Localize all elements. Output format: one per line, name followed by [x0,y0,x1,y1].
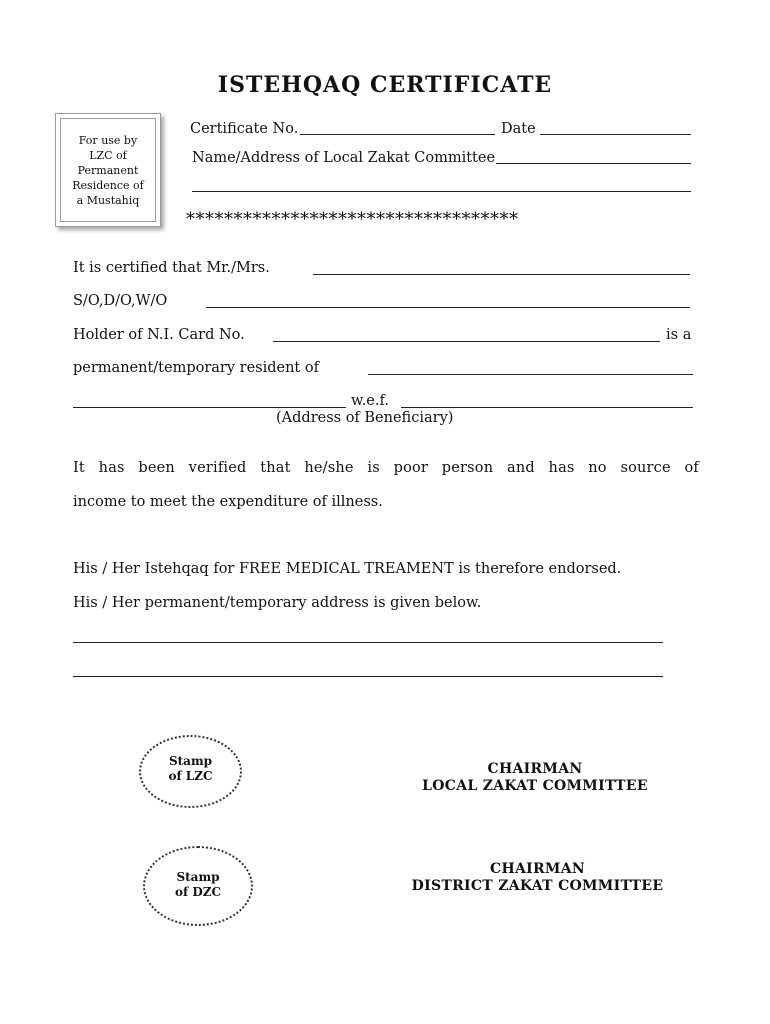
permanent-address-line-1[interactable] [73,642,663,643]
wef-field[interactable] [401,407,693,408]
stamp-text: Stamp [176,870,220,884]
relation-label: S/O,D/O,W/O [73,293,168,309]
date-field[interactable] [540,134,691,135]
chairman-title: CHAIRMAN [490,861,585,877]
relation-field[interactable] [206,307,690,308]
resident-label: permanent/temporary resident of [73,360,319,376]
lzc-stamp [139,735,242,808]
note-line: a Mustahiq [76,193,140,207]
certified-label: It is certified that Mr./Mrs. [73,260,270,276]
stamp-text: Stamp [168,754,213,768]
is-a-text: is a [666,327,692,343]
note-line: For use by [78,133,138,147]
wef-label: w.e.f. [351,393,389,409]
dzc-stamp [143,846,253,926]
lzc-note-text [60,118,156,222]
nic-label: Holder of N.I. Card No. [73,327,245,343]
note-line: Residence of [72,178,144,192]
note-line: Permanent [77,163,139,177]
dzc-chairman-signature [385,861,690,895]
certificate-no-label: Certificate No. [190,121,299,137]
lzc-note-box [55,113,161,227]
page-title: ISTEHQAQ CERTIFICATE [217,72,553,98]
chairman-title: CHAIRMAN [487,761,583,777]
lzc-chairman-signature [395,761,675,795]
committee-name: LOCAL ZAKAT COMMITTEE [422,778,648,794]
certificate-no-field[interactable] [300,134,495,135]
stamp-text: of LZC [168,769,213,783]
address-field[interactable] [73,407,346,408]
committee-field-line2[interactable] [192,191,691,192]
name-field[interactable] [313,274,690,275]
nic-field[interactable] [273,341,660,342]
stamp-text: of DZC [174,885,222,899]
committee-label: Name/Address of Local Zakat Committee [192,150,496,166]
address-below-line: His / Her permanent/temporary address is given below. [73,595,482,611]
committee-field[interactable] [496,163,691,164]
address-caption: (Address of Beneficiary) [276,410,454,426]
endorsed-line: His / Her Istehqaq for FREE MEDICAL TREAMENT is therefore endorsed. [73,561,622,577]
date-label: Date [501,121,536,137]
permanent-address-line-2[interactable] [73,676,663,677]
note-line: LZC of [89,148,127,162]
committee-name: DISTRICT ZAKAT COMMITTEE [411,878,664,894]
resident-field[interactable] [368,374,693,375]
separator-stars: *********************************** [186,209,519,230]
verified-line-2: income to meet the expenditure of illness. [73,494,383,510]
verified-line-1: It has been verified that he/she is poor person and has no source of [73,460,699,476]
